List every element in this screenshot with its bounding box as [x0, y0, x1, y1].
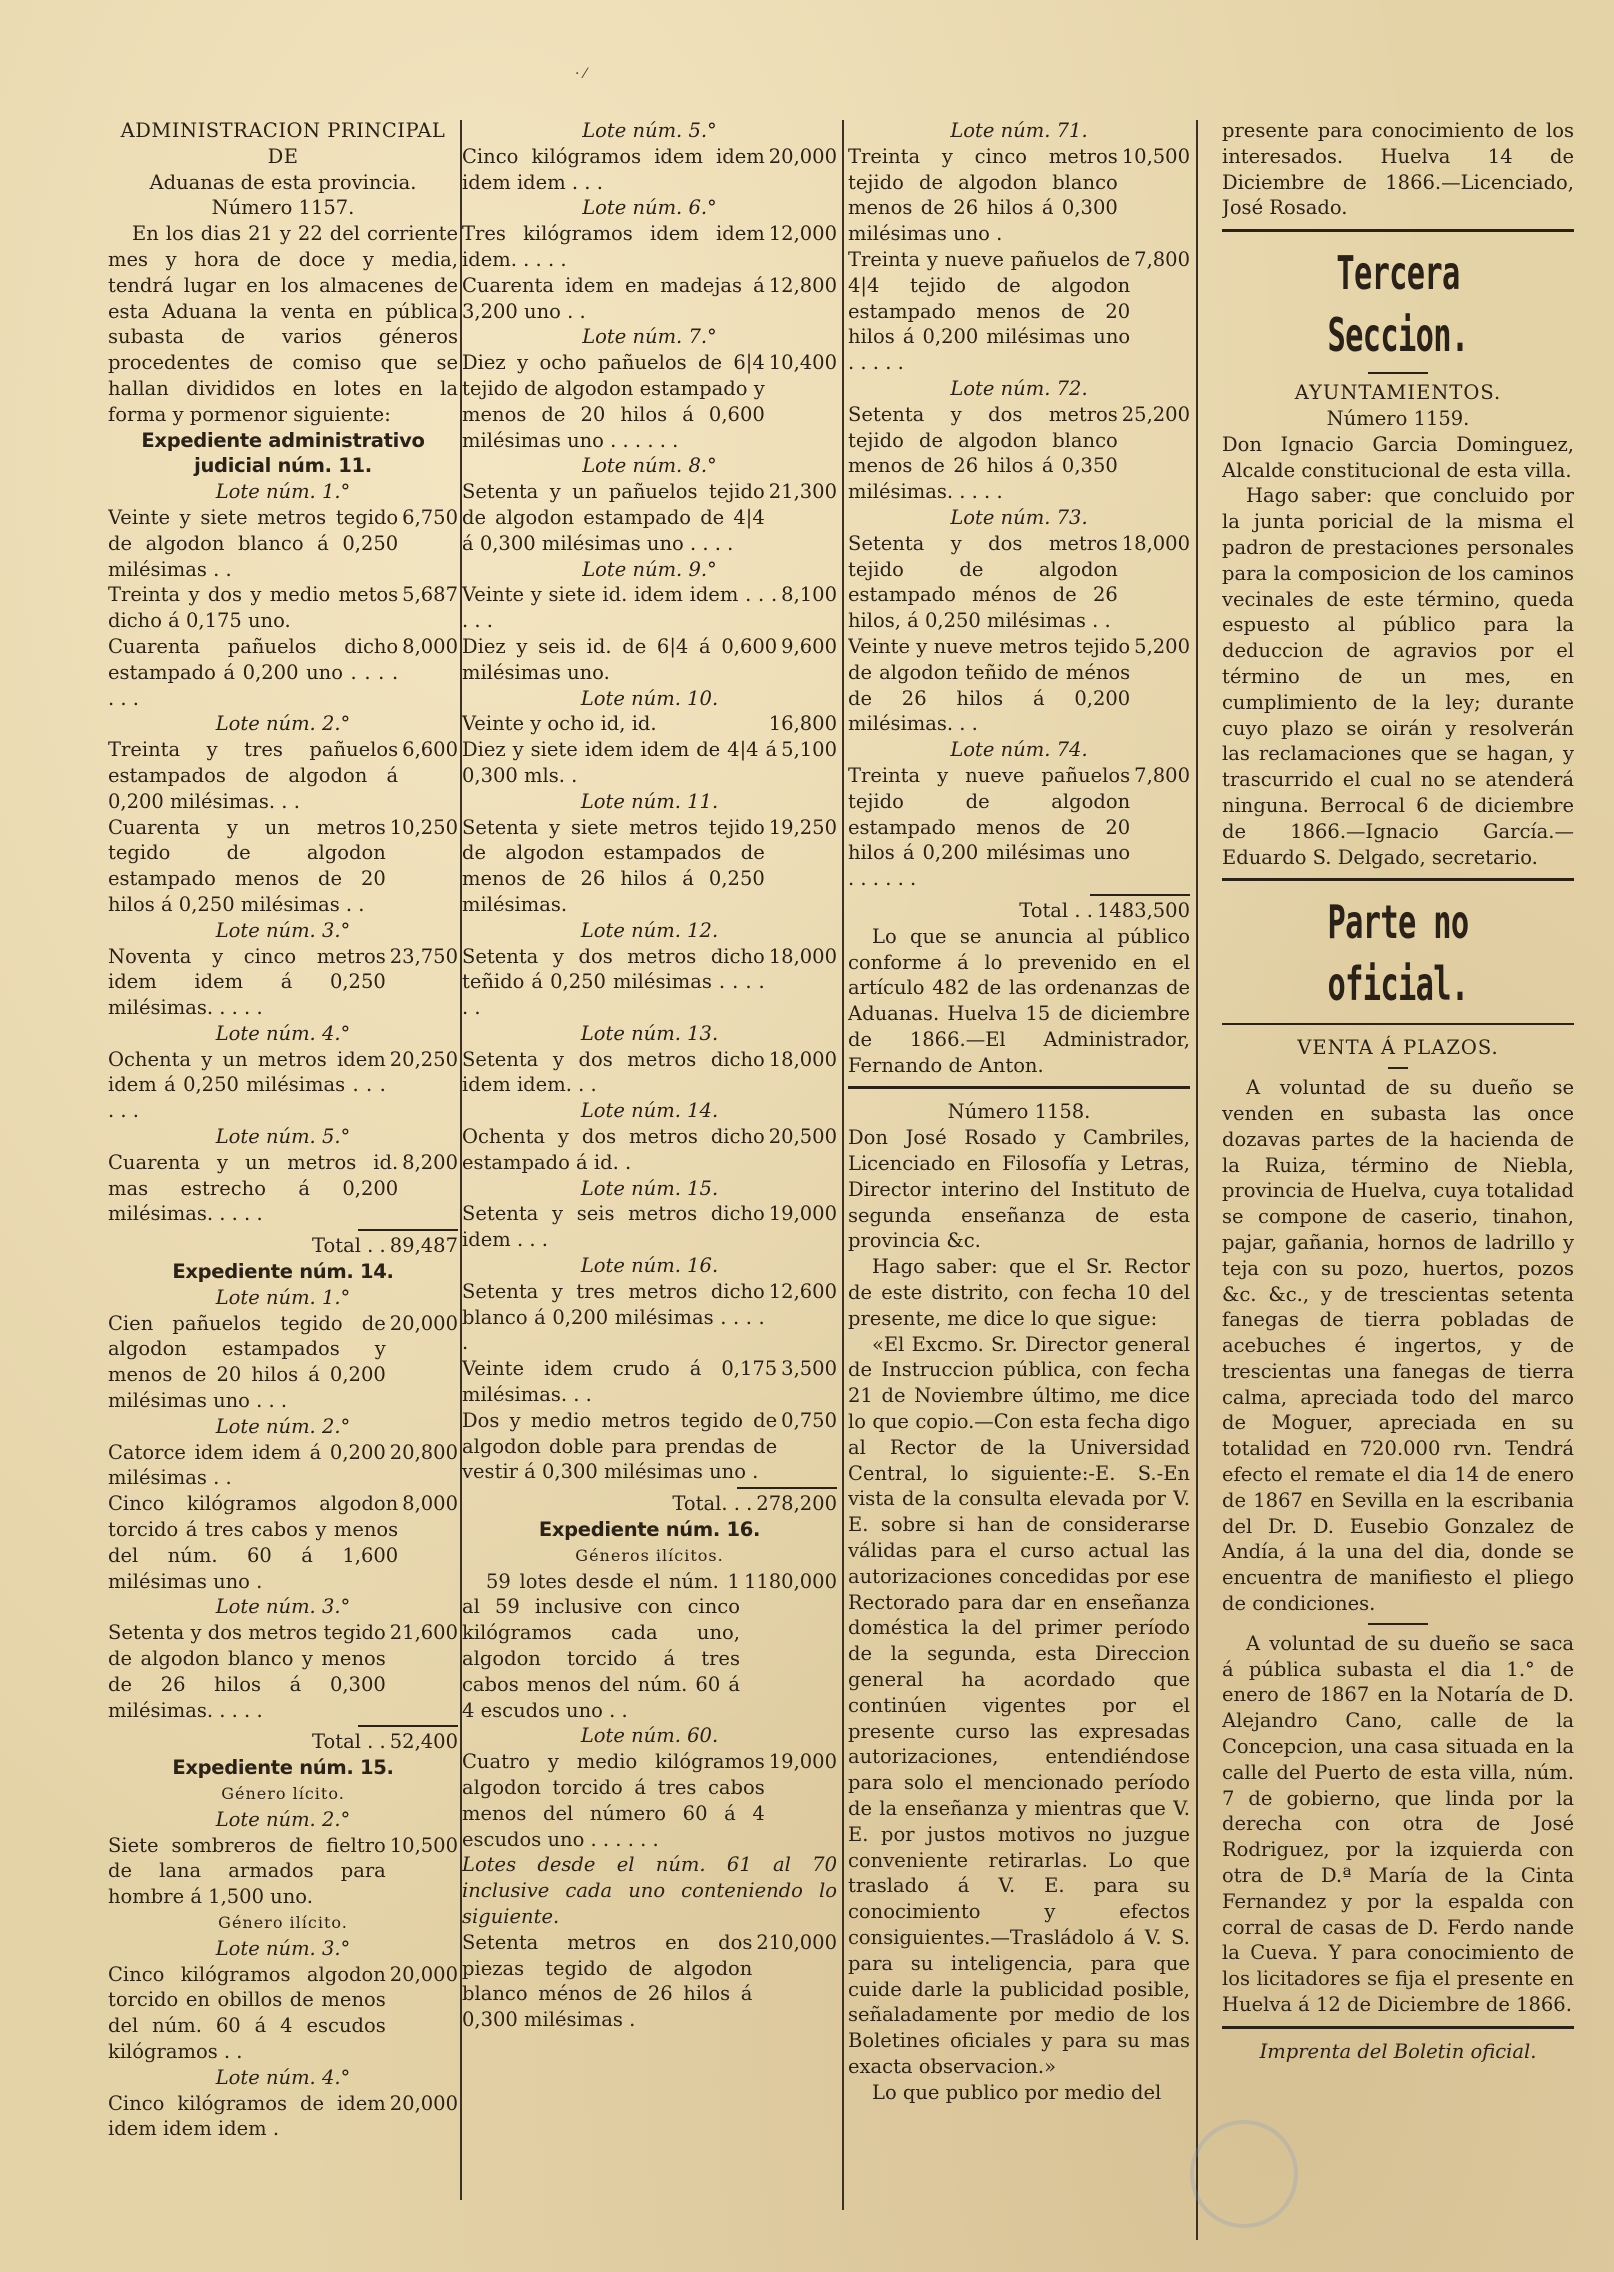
lot-entry: Cien pañuelos tegido de algodon estampados y menos de 20 hilos á 0,200 milésimas uno . . . 20,000 — [108, 1311, 458, 1413]
lot-entry: Setenta y un pañuelos tejido de algodon estampado de 4|4 á 0,300 milésimas uno . . . . 21,300 — [462, 480, 837, 555]
lot-heading: Lote núm. 71. — [950, 119, 1088, 142]
total-rule — [737, 1487, 837, 1489]
sale-notice: A voluntad de su dueño se saca á pública subasta el dia 1.° de enero de 1867 en la Notaría de D. Alejandro Cano, calle de la Concepcion, una casa situada en la calle del Puerto de esta villa, núm. 7 de gobierno, que linda por la derecha con otra de José Rodriguez, por la izquierda con otra de D.ª María de la Cinta Fernandez y por la espalda con corral de casas de D. Ferdo nande la Cueva. Y para conocimiento de los licitadores se fija el presente en Huelva á 12 de Diciembre de 1866. — [1222, 1631, 1574, 2017]
lot-entry: Setenta y siete metros tejido de algodon estampados de menos de 26 hilos á 0,250 milésimas. 19,250 — [462, 815, 837, 916]
lot-heading: Lote núm. 3.° — [215, 1936, 351, 1960]
ornament-rule — [1368, 1623, 1428, 1625]
lot-entry: Veinte y nueve metros tejido de algodon teñido de ménos de 26 hilos á 0,200 milésimas. . . 5,200 — [848, 634, 1190, 736]
genre-label: Género lícito. — [221, 1784, 345, 1803]
lot-entry: Veinte y siete id. idem idem . . . . . . 8,100 — [462, 583, 837, 633]
total-rule — [358, 1725, 458, 1727]
expediente-heading: Expediente núm. 14. — [172, 1260, 394, 1284]
lot-entry: Cuatro y medio kilógramos algodon torcido á tres cabos menos del número 60 á 4 escudos uno . . . . . . 19,000 — [462, 1750, 837, 1851]
lot-entry: Cinco kilógramos algodon torcido en obillos de menos del núm. 60 á 4 escudos kilógramos . . 20,000 — [108, 1962, 458, 2063]
notice-number: Número 1158. — [947, 1100, 1091, 1124]
lot-entry: Cinco kilógramos algodon torcido á tres cabos y menos del núm. 60 á 1,600 milésimas uno . 8,000 — [108, 1492, 458, 1593]
genre-label: Géneros ilícitos. — [575, 1545, 724, 1565]
lot-heading: Lote núm. 60. — [580, 1724, 719, 1748]
section-rule — [1222, 229, 1574, 232]
lot-entry: Veinte idem crudo á 0,175 milésimas. . . 3,500 — [462, 1357, 837, 1407]
column-2 — [462, 118, 837, 2228]
column-4 — [1222, 118, 1574, 2228]
lot-entry: Cuarenta pañuelos dicho estampado á 0,200 uno . . . . . . . 8,000 — [108, 634, 458, 710]
section-title: Parte no oficial. — [1327, 895, 1469, 1012]
lot-heading: Lote núm. 3.° — [215, 918, 351, 942]
lot-heading: Lote núm. 6.° — [582, 196, 717, 220]
lot-entry: Treinta y dos y medio metos dicho á 0,175 uno. 5,687 — [108, 583, 458, 633]
total-line: Total . . 89,487 — [312, 1234, 458, 1258]
lot-entry: Setenta y dos metros dicho teñido á 0,250 milésimas . . . . . . 18,000 — [462, 944, 837, 1020]
lot-heading: Lote núm. 4.° — [215, 1021, 351, 1045]
ornament-rule — [1368, 372, 1428, 374]
lot-entry: Diez y seis id. de 6|4 á 0,600 milésimas uno. 9,600 — [462, 634, 837, 684]
lot-heading: Lote núm. 2.° — [215, 1807, 351, 1831]
lot-entry: Setenta y tres metros dicho blanco á 0,200 milésimas . . . . . 12,600 — [462, 1279, 837, 1355]
lot-entry: Treinta y nueve pañuelos tejido de algodon estampado menos de 20 hilos á 0,200 milésimas uno . . . . . . 7,800 — [848, 763, 1190, 891]
lot-entry: Setenta y dos metros tejido de algodon estampado ménos de 26 hilos, á 0,250 milésimas . . 18,000 — [848, 531, 1190, 633]
section-title: Tercera Seccion. — [1327, 246, 1469, 363]
lot-entry: Treinta y cinco metros tejido de algodon blanco menos de 26 hilos á 0,300 milésimas uno . 10,500 — [848, 144, 1190, 246]
lot-heading: Lote núm. 2.° — [215, 1414, 351, 1438]
notice-continuation: Lo que publico por medio del — [872, 2080, 1162, 2104]
lot-entry: Setenta y seis metros dicho idem . . . 19,000 — [462, 1202, 837, 1252]
total-line: Total. . . 278,200 — [672, 1492, 837, 1516]
lot-entry: Catorce idem idem á 0,200 milésimas . . 20,800 — [108, 1440, 458, 1490]
lot-heading: Lote núm. 11. — [580, 789, 719, 813]
lot-heading: Lote núm. 73. — [950, 505, 1088, 529]
library-seal-icon — [1190, 2120, 1298, 2228]
notice-intro: En los dias 21 y 22 del corriente mes y hora de doce y media, tendrá lugar en los almacenes de esta Aduana la venta en pública subasta de varios géneros procedentes de comiso que se hallan divididos en lotes en la forma y pormenor siguiente: — [108, 222, 458, 426]
lot-heading: Lote núm. 7.° — [582, 325, 717, 349]
lot-entry: Cuarenta y un metros id. mas estrecho á 0,200 milésimas. . . . . 8,200 — [108, 1150, 458, 1226]
lot-entry: Setenta metros en dos piezas tegido de algodon blanco ménos de 26 hilos á 0,300 milésimas . 210,000 — [462, 1930, 837, 2032]
lot-entry: Cinco kilógramos idem idem idem idem . . . 20,000 — [462, 144, 837, 194]
expediente-heading: Expediente administrativo judicial núm. 11. — [141, 428, 425, 478]
notice-quote: «El Excmo. Sr. Director general de Instruccion pública, con fecha 21 de Noviembre último, me dice lo que copio.—Con esta fecha digo al Rector de la Universidad Central, lo siguiente:-E. S.-En vista de la consulta elevada por V. E. sobre si han de considerarse válidas para el curso actual las autorizaciones concedidas por ese Rectorado para dar en enseñanza doméstica la del primer período de la segunda, esta Direccion general ha acordado que continúen vigentes por el presente curso las expresadas autorizaciones, entendiéndose para solo el mencionado período de la enseñanza y mientras que V. E. por justos motivos no juzgue conveniente retirarlas. Lo que traslado á V. E. para su conocimiento y efectos consiguientes.—Trasládolo á V. S. para su inteligencia, para que cuide darle la publicidad posible, señaladamente por medio de los Boletines oficiales y para su mas exacta observacion.» — [848, 1332, 1190, 2078]
genre-label: Género ilícito. — [218, 1912, 348, 1932]
expediente-heading: Expediente núm. 16. — [538, 1518, 761, 1542]
lot-entry: Cuarenta idem en madejas á 3,200 uno . . 12,800 — [462, 273, 837, 323]
lot-heading: Lote núm. 12. — [580, 918, 719, 942]
notice-issuer: Don José Rosado y Cambriles, Licenciado en Filosofía y Letras, Director interino del Instituto de segunda enseñanza de esta provincia &c. — [848, 1126, 1190, 1253]
lot-entry: Siete sombreros de fieltro de lana armados para hombre á 1,500 uno. 10,500 — [108, 1833, 458, 1909]
lot-heading: Lote núm. 5.° — [215, 1125, 351, 1149]
lot-heading: Lote núm. 72. — [950, 376, 1088, 400]
lot-heading: Lote núm. 1.° — [215, 1285, 351, 1309]
lot-heading: Lote núm. 16. — [580, 1254, 719, 1278]
lot-entry: Cinco kilógramos de idem idem idem idem . 20,000 — [108, 2091, 458, 2141]
lot-heading: Lote núm. 8.° — [582, 454, 717, 478]
lot-entry: Ochenta y dos metros dicho estampado á id. . 20,500 — [462, 1125, 837, 1174]
section-rule — [1222, 1023, 1574, 1025]
lot-heading: Lote núm. 14. — [580, 1099, 719, 1123]
lot-heading: Lote núm. 13. — [580, 1021, 719, 1045]
notice-issuer: Don Ignacio Garcia Dominguez, Alcalde constitucional de esta villa. — [1222, 432, 1574, 482]
lot-heading: Lote núm. 9.° — [582, 557, 717, 581]
section-rule — [1222, 2026, 1574, 2029]
column-rule — [842, 120, 844, 2210]
notice-closing: Lo que se anuncia al público conforme á lo prevenido en el artículo 482 de las ordenanzas de Aduanas. Huelva 15 de diciembre de 1866.—El Administrador, Fernando de Anton. — [848, 924, 1190, 1077]
ornament-rule — [1388, 1067, 1408, 1069]
lot-entry: Treinta y nueve pañuelos de 4|4 tejido de algodon estampado menos de 20 hilos á 0,200 milésimas uno . . . . . 7,800 — [848, 247, 1190, 375]
lot-entry: Diez y ocho pañuelos de 6|4 tejido de algodon estampado y menos de 20 hilos á 0,600 milésimas uno . . . . . . 10,400 — [462, 351, 837, 452]
notice-body: Hago saber: que el Sr. Rector de este distrito, con fecha 10 del presente, me dice lo que sigue: — [848, 1255, 1190, 1330]
section-subtitle: AYUNTAMIENTOS. — [1294, 381, 1502, 405]
lot-entry: Tres kilógramos idem idem idem. . . . . 12,000 — [462, 222, 837, 271]
total-line: Total . . 52,400 — [312, 1730, 458, 1754]
notice-continued: presente para conocimiento de los interesados. Huelva 14 de Diciembre de 1866.—Licenciado, José Rosado. — [1222, 119, 1574, 220]
section-subtitle: VENTA Á PLAZOS. — [1297, 1036, 1499, 1060]
lot-heading: Lote núm. 3.° — [215, 1595, 351, 1619]
lot-entry: Veinte y siete metros tegido de algodon blanco á 0,250 milésimas . . 6,750 — [108, 505, 458, 581]
section-subheading: Aduanas de esta provincia. — [149, 170, 417, 194]
section-rule — [848, 1086, 1190, 1089]
section-rule — [1222, 878, 1574, 881]
lot-heading: Lote núm. 5.° — [582, 119, 717, 142]
lot-entry: 59 lotes desde el núm. 1 al 59 inclusive con cinco kilógramos cada uno, algodon torcido á tres cabos menos del núm. 60 á 4 escudos uno . . 1180,000 — [462, 1569, 837, 1722]
total-rule — [358, 1229, 458, 1231]
lot-entry: Setenta y dos metros dicho idem idem. . . 18,000 — [462, 1047, 837, 1097]
expediente-heading: Expediente núm. 15. — [172, 1756, 394, 1780]
lot-heading: Lote núm. 2.° — [215, 712, 351, 736]
notice-number: Número 1157. — [211, 196, 355, 220]
printer-credit: Imprenta del Boletin oficial. — [1259, 2039, 1537, 2063]
notice-number: Número 1159. — [1326, 406, 1470, 430]
column-1 — [108, 118, 458, 2228]
lot-entry: Cuarenta y un metros tegido de algodon estampado menos de 20 hilos á 0,250 milésimas . . 10,250 — [108, 815, 458, 916]
lot-entry: Noventa y cinco metros idem idem á 0,250 milésimas. . . . . 23,750 — [108, 944, 458, 1020]
column-3 — [848, 118, 1190, 2228]
lot-heading: Lote núm. 1.° — [215, 480, 351, 504]
total-rule — [1090, 894, 1190, 896]
lots-note: Lotes desde el núm. 61 al 70 inclusive cada uno conteniendo lo siguiente. — [462, 1853, 837, 1928]
lot-heading: Lote núm. 4.° — [215, 2065, 351, 2089]
lot-entry: Setenta y dos metros tegido de algodon blanco y menos de 26 hilos á 0,300 milésimas. . . . . 21,600 — [108, 1621, 458, 1722]
lot-heading: Lote núm. 74. — [950, 738, 1088, 762]
lot-entry: Treinta y tres pañuelos estampados de algodon á 0,200 milésimas. . . 6,600 — [108, 738, 458, 813]
lot-entry: Dos y medio metros tegido de algodon doble para prendas de vestir á 0,300 milésimas uno . 0,750 — [462, 1408, 837, 1484]
sale-notice: A voluntad de su dueño se venden en subasta las once dozavas partes de la hacienda de la Ruiza, término de Niebla, provincia de Huelva, cuya totalidad se compone de caserio, tinahon, pajar, gañania, hornos de ladrillo y teja con su pozo, huertos, pozos &c. &c., y de trescientas setenta fanegas de tierra pobladas de acebuches é ingertos, y de trescientas una fanegas de tierra calma, apreciada todo del marco de Moguer, apreciada en su totalidad en 720.000 rvn. Tendrá efecto el remate el dia 14 de enero de 1867 en Sevilla en la escribania del Dr. D. Eusebio Gonzalez de Andía, á la una del dia, donde se encuentra de manifiesto el pliego de condiciones. — [1222, 1076, 1574, 1616]
lot-entry: Setenta y dos metros tejido de algodon blanco menos de 26 hilos á 0,350 milésimas. . . . . 25,200 — [848, 402, 1190, 504]
total-line: Total . . 1483,500 — [1019, 898, 1190, 922]
page-mark: · ⁄ — [575, 66, 587, 82]
lot-entry: Veinte y ocho id, id. 16,800 — [462, 712, 837, 736]
lot-entry: Ochenta y un metros idem idem á 0,250 milésimas . . . . . . 20,250 — [108, 1047, 458, 1123]
notice-body: Hago saber: que concluido por la junta poricial de la misma el padron de prestaciones personales para la composicion de los caminos vecinales de este término, queda espuesto al público para la deduccion de agravios por el término de un mes, en cumplimiento de la ley; durante cuyo plazo se oirán y resolverán las reclamaciones que se hagan, y trascurrido el cual no se atenderá ninguna. Berrocal 6 de diciembre de 1866.—Ignacio García.—Eduardo S. Delgado, secretario. — [1222, 484, 1574, 869]
lot-heading: Lote núm. 10. — [580, 686, 719, 710]
section-heading: ADMINISTRACION PRINCIPAL DE — [120, 119, 446, 168]
column-rule — [1196, 120, 1198, 2240]
lot-entry: Diez y siete idem idem de 4|4 á 0,300 mls. . 5,100 — [462, 738, 837, 787]
lot-heading: Lote núm. 15. — [580, 1176, 719, 1200]
